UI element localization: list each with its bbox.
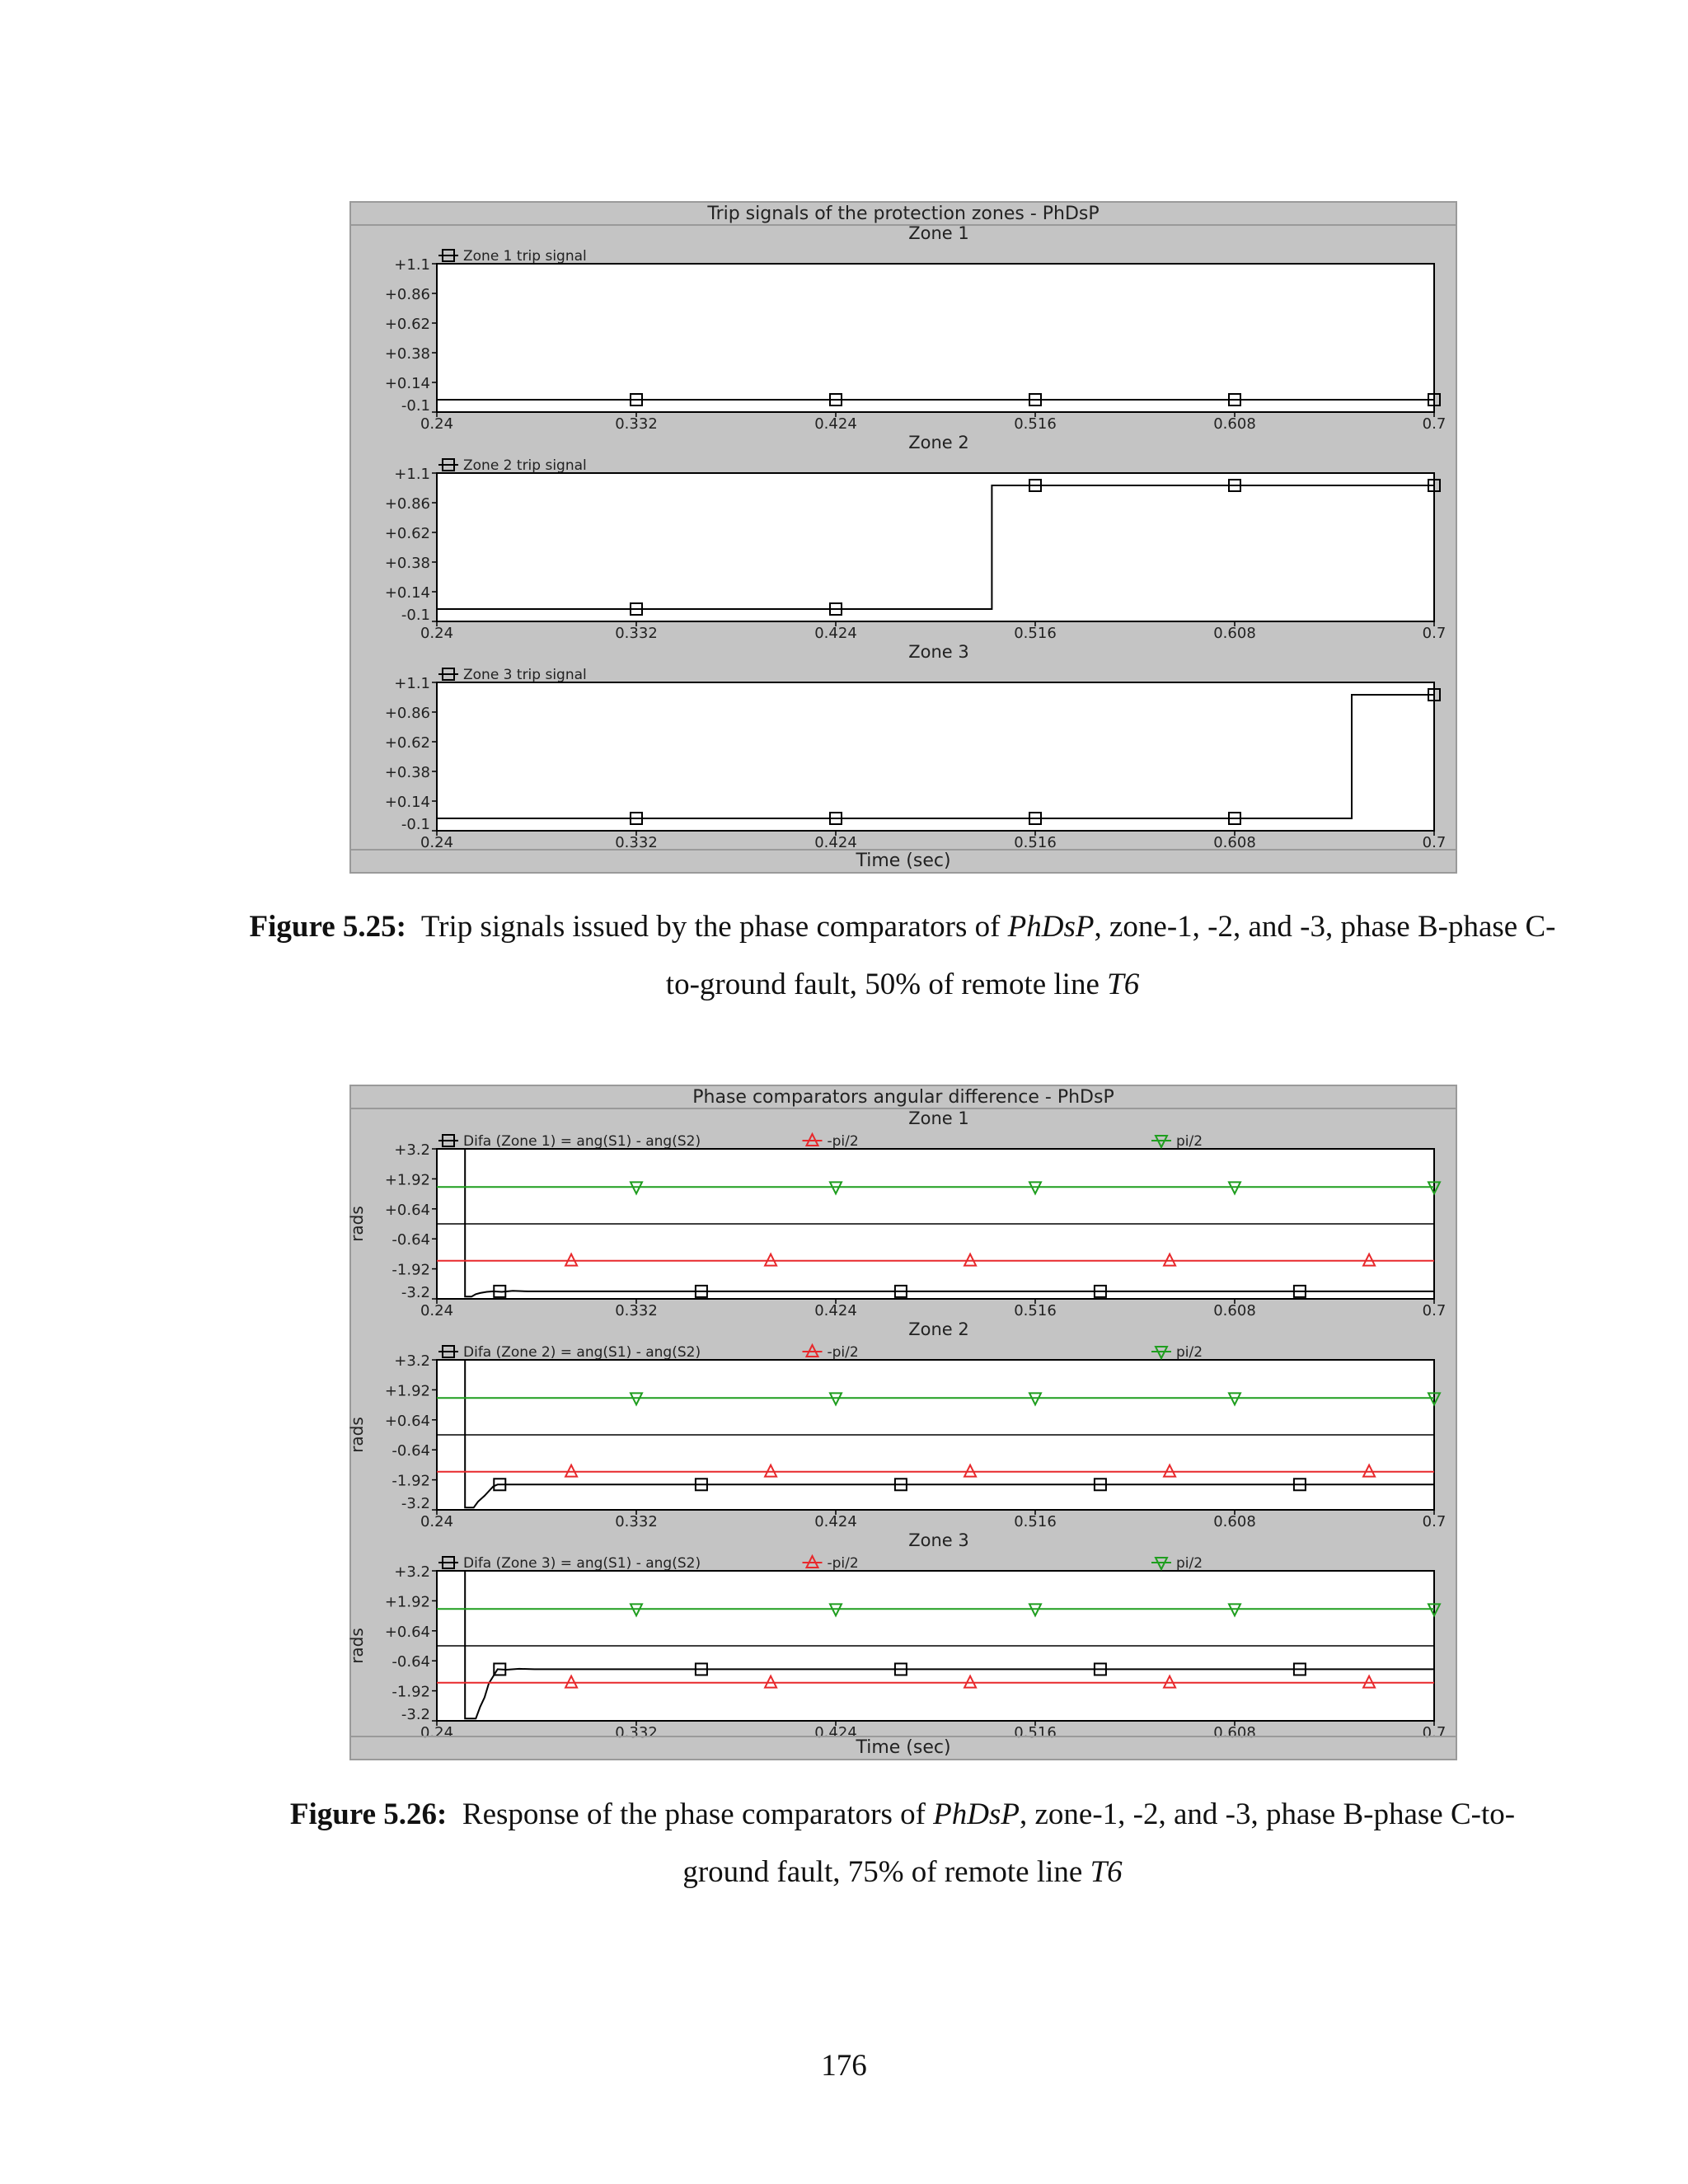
- x-tick-label: 0.332: [615, 1513, 658, 1530]
- y-tick-label: +0.64: [384, 1412, 430, 1430]
- legend-label: Difa (Zone 1) = ang(S1) - ang(S2): [463, 1133, 701, 1150]
- figure-title: Phase comparators angular difference - PhDsP: [351, 1088, 1456, 1109]
- y-tick-label: -0.1: [401, 397, 430, 415]
- y-tick-label: +3.2: [394, 1141, 430, 1159]
- x-axis-label: Time (sec): [351, 849, 1456, 872]
- caption-label: Figure 5.25:: [249, 910, 406, 944]
- subplot-title: Zone 3: [908, 642, 969, 662]
- y-tick-label: -1.92: [392, 1472, 430, 1490]
- y-tick-label: +0.38: [384, 555, 430, 572]
- x-tick-label: 0.424: [814, 1302, 857, 1319]
- x-tick-label: 0.7: [1422, 1724, 1447, 1741]
- x-tick-label: 0.424: [814, 415, 857, 433]
- figure-title: Trip signals of the protection zones - PhDsP: [351, 204, 1456, 226]
- y-tick-label: +0.86: [384, 705, 430, 722]
- y-tick-label: +0.86: [384, 495, 430, 513]
- x-tick-label: 0.24: [420, 625, 454, 642]
- y-tick-label: +0.38: [384, 345, 430, 363]
- legend-label: Zone 3 trip signal: [463, 667, 587, 683]
- legend-label: pi/2: [1176, 1555, 1203, 1572]
- y-tick-label: -0.1: [401, 607, 430, 624]
- legend-label: pi/2: [1176, 1133, 1203, 1150]
- y-tick-label: +1.1: [394, 675, 430, 692]
- caption-italic: PhDsP: [933, 1797, 1020, 1831]
- subplot-title: Zone 2: [908, 433, 969, 452]
- x-tick-label: 0.24: [420, 415, 454, 433]
- caption-text: , zone-1, -2, and -3, phase B-phase C-to-ground fault, 75% of remote line: [682, 1797, 1516, 1889]
- figure-caption: [247, 1786, 1558, 1901]
- figure-caption: [247, 898, 1558, 1014]
- y-tick-label: +3.2: [394, 1352, 430, 1370]
- y-tick-label: +1.1: [394, 256, 430, 274]
- x-tick-label: 0.516: [1014, 625, 1057, 642]
- trip-signals-chart: [351, 203, 1456, 872]
- x-tick-label: 0.516: [1014, 834, 1057, 851]
- x-tick-label: 0.516: [1014, 1513, 1057, 1530]
- legend-label: Zone 2 trip signal: [463, 457, 587, 474]
- caption-text: Trip signals issued by the phase comparators of: [420, 910, 1008, 944]
- caption-text: Response of the phase comparators of: [462, 1797, 934, 1831]
- caption-label: Figure 5.26:: [289, 1797, 448, 1831]
- x-tick-label: 0.7: [1422, 415, 1447, 433]
- x-tick-label: 0.24: [420, 1724, 454, 1741]
- y-tick-label: -0.64: [392, 1442, 430, 1460]
- y-tick-label: +0.62: [384, 316, 430, 333]
- subplot: [385, 223, 1446, 433]
- x-tick-label: 0.332: [615, 415, 658, 433]
- y-axis-label: rads: [347, 1628, 367, 1664]
- x-tick-label: 0.7: [1422, 834, 1447, 851]
- y-tick-label: +0.14: [384, 375, 430, 392]
- y-axis-label: rads: [347, 1206, 367, 1242]
- x-axis-label: Time (sec): [351, 1736, 1456, 1759]
- x-tick-label: 0.608: [1213, 625, 1256, 642]
- y-tick-label: +0.38: [384, 764, 430, 781]
- x-tick-label: 0.24: [420, 1513, 454, 1530]
- x-tick-label: 0.424: [814, 1513, 857, 1530]
- caption-italic: T6: [1107, 968, 1140, 1001]
- y-tick-label: -0.64: [392, 1231, 430, 1249]
- legend-label: Difa (Zone 2) = ang(S1) - ang(S2): [463, 1344, 701, 1361]
- y-tick-label: +3.2: [394, 1563, 430, 1581]
- legend-label: -pi/2: [827, 1344, 859, 1361]
- subplot-title: Zone 3: [908, 1530, 969, 1550]
- subplot-title: Zone 2: [908, 1319, 969, 1339]
- x-tick-label: 0.608: [1213, 834, 1256, 851]
- y-tick-label: +0.62: [384, 734, 430, 752]
- y-tick-label: +1.1: [394, 466, 430, 483]
- y-tick-label: -1.92: [392, 1683, 430, 1701]
- legend-label: Difa (Zone 3) = ang(S1) - ang(S2): [463, 1555, 701, 1572]
- y-tick-label: -0.64: [392, 1653, 430, 1671]
- x-tick-label: 0.332: [615, 834, 658, 851]
- y-tick-label: +0.86: [384, 286, 430, 303]
- legend-label: -pi/2: [827, 1133, 859, 1150]
- legend-label: Zone 1 trip signal: [463, 248, 587, 265]
- legend-label: -pi/2: [827, 1555, 859, 1572]
- y-tick-label: -1.92: [392, 1261, 430, 1279]
- x-tick-label: 0.608: [1213, 1302, 1256, 1319]
- y-tick-label: +0.62: [384, 525, 430, 542]
- x-tick-label: 0.608: [1213, 1724, 1256, 1741]
- subplot: [347, 1319, 1446, 1530]
- x-tick-label: 0.7: [1422, 1513, 1447, 1530]
- subplot-title: Zone 1: [908, 1108, 969, 1128]
- x-tick-label: 0.424: [814, 1724, 857, 1741]
- plot-area: [437, 473, 1434, 621]
- x-tick-label: 0.24: [420, 834, 454, 851]
- x-tick-label: 0.332: [615, 625, 658, 642]
- caption-italic: PhDsP: [1007, 910, 1095, 944]
- x-tick-label: 0.7: [1422, 1302, 1447, 1319]
- y-axis-label: rads: [347, 1417, 367, 1453]
- plot-area: [437, 682, 1434, 831]
- x-tick-label: 0.608: [1213, 415, 1256, 433]
- subplot: [347, 1530, 1446, 1741]
- x-tick-label: 0.332: [615, 1302, 658, 1319]
- y-tick-label: +1.92: [384, 1382, 430, 1400]
- subplot: [347, 1108, 1446, 1319]
- y-tick-label: +0.14: [384, 584, 430, 602]
- figure-trip-signals: [349, 201, 1457, 874]
- x-tick-label: 0.424: [814, 834, 857, 851]
- y-tick-label: +0.14: [384, 794, 430, 811]
- x-tick-label: 0.516: [1014, 415, 1057, 433]
- subplot: [385, 433, 1446, 642]
- caption-italic: T6: [1090, 1855, 1123, 1889]
- caption-text: , zone-1, -2, and -3, phase B-phase C-to-ground fault, 50% of remote line: [665, 910, 1556, 1001]
- y-tick-label: -0.1: [401, 816, 430, 833]
- y-tick-label: -3.2: [401, 1706, 430, 1723]
- y-tick-label: +1.92: [384, 1171, 430, 1189]
- x-tick-label: 0.516: [1014, 1302, 1057, 1319]
- x-tick-label: 0.24: [420, 1302, 454, 1319]
- angular-difference-chart: [347, 1086, 1456, 1759]
- legend-label: pi/2: [1176, 1344, 1203, 1361]
- plot-area: [437, 264, 1434, 412]
- x-tick-label: 0.424: [814, 625, 857, 642]
- figure-angular-difference: [349, 1085, 1457, 1760]
- x-tick-label: 0.608: [1213, 1513, 1256, 1530]
- x-tick-label: 0.7: [1422, 625, 1447, 642]
- y-tick-label: +0.64: [384, 1201, 430, 1219]
- y-tick-label: -3.2: [401, 1284, 430, 1301]
- subplot: [385, 642, 1446, 851]
- y-tick-label: -3.2: [401, 1495, 430, 1512]
- subplot-title: Zone 1: [908, 223, 969, 243]
- x-tick-label: 0.516: [1014, 1724, 1057, 1741]
- page-number: 176: [821, 2049, 867, 2083]
- y-tick-label: +1.92: [384, 1593, 430, 1611]
- x-tick-label: 0.332: [615, 1724, 658, 1741]
- y-tick-label: +0.64: [384, 1623, 430, 1641]
